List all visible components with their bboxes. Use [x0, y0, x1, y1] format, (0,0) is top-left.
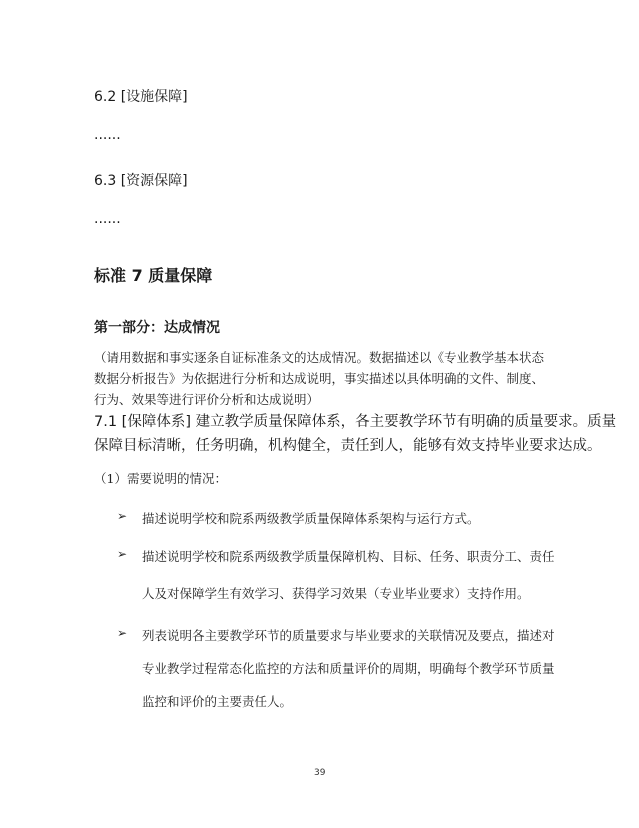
bullet-1-line-1: 描述说明学校和院系两级教学质量保障体系架构与运行方式。 [142, 511, 480, 526]
instruction-note-line-3: 行为、效果等进行评价分析和达成说明） [94, 392, 320, 407]
required-label: （1）需要说明的情况： [94, 471, 227, 486]
bullet-arrow-icon: ➢ [117, 547, 128, 561]
standard-heading: 标准 7 质量保障 [94, 266, 213, 285]
section-6-3-title: 6.3 [资源保障] [94, 173, 188, 189]
page-number: 39 [314, 768, 326, 778]
bullet-3-line-3: 监控和评价的主要责任人。 [142, 694, 293, 709]
bullet-3-line-2: 专业教学过程常态化监控的方法和质量评价的周期，明确每个教学环节质量 [142, 661, 555, 676]
section-6-2-ellipsis: ...... [94, 127, 121, 143]
bullet-3-line-1: 列表说明各主要教学环节的质量要求与毕业要求的关联情况及要点，描述对 [142, 628, 555, 643]
clause-7-1-line-2: 保障目标清晰，任务明确，机构健全，责任到人，能够有效支持毕业要求达成。 [94, 438, 602, 454]
section-6-2-title: 6.2 [设施保障] [94, 89, 188, 105]
section-6-3-ellipsis: ...... [94, 211, 121, 227]
part-heading: 第一部分：达成情况 [94, 320, 220, 336]
bullet-arrow-icon: ➢ [117, 626, 128, 640]
bullet-arrow-icon: ➢ [117, 509, 128, 523]
instruction-note-line-2: 数据分析报告》为依据进行分析和达成说明，事实描述以具体明确的文件、制度、 [94, 371, 545, 386]
bullet-2-line-1: 描述说明学校和院系两级教学质量保障机构、目标、任务、职责分工、责任 [142, 549, 555, 564]
instruction-note-line-1: （请用数据和事实逐条自证标准条文的达成情况。数据描述以《专业教学基本状态 [94, 350, 545, 365]
clause-7-1-line-1: 7.1 [保障体系] 建立教学质量保障体系，各主要教学环节有明确的质量要求。质量 [94, 414, 617, 430]
bullet-2-line-2: 人及对保障学生有效学习、获得学习效果（专业毕业要求）支持作用。 [142, 586, 530, 601]
